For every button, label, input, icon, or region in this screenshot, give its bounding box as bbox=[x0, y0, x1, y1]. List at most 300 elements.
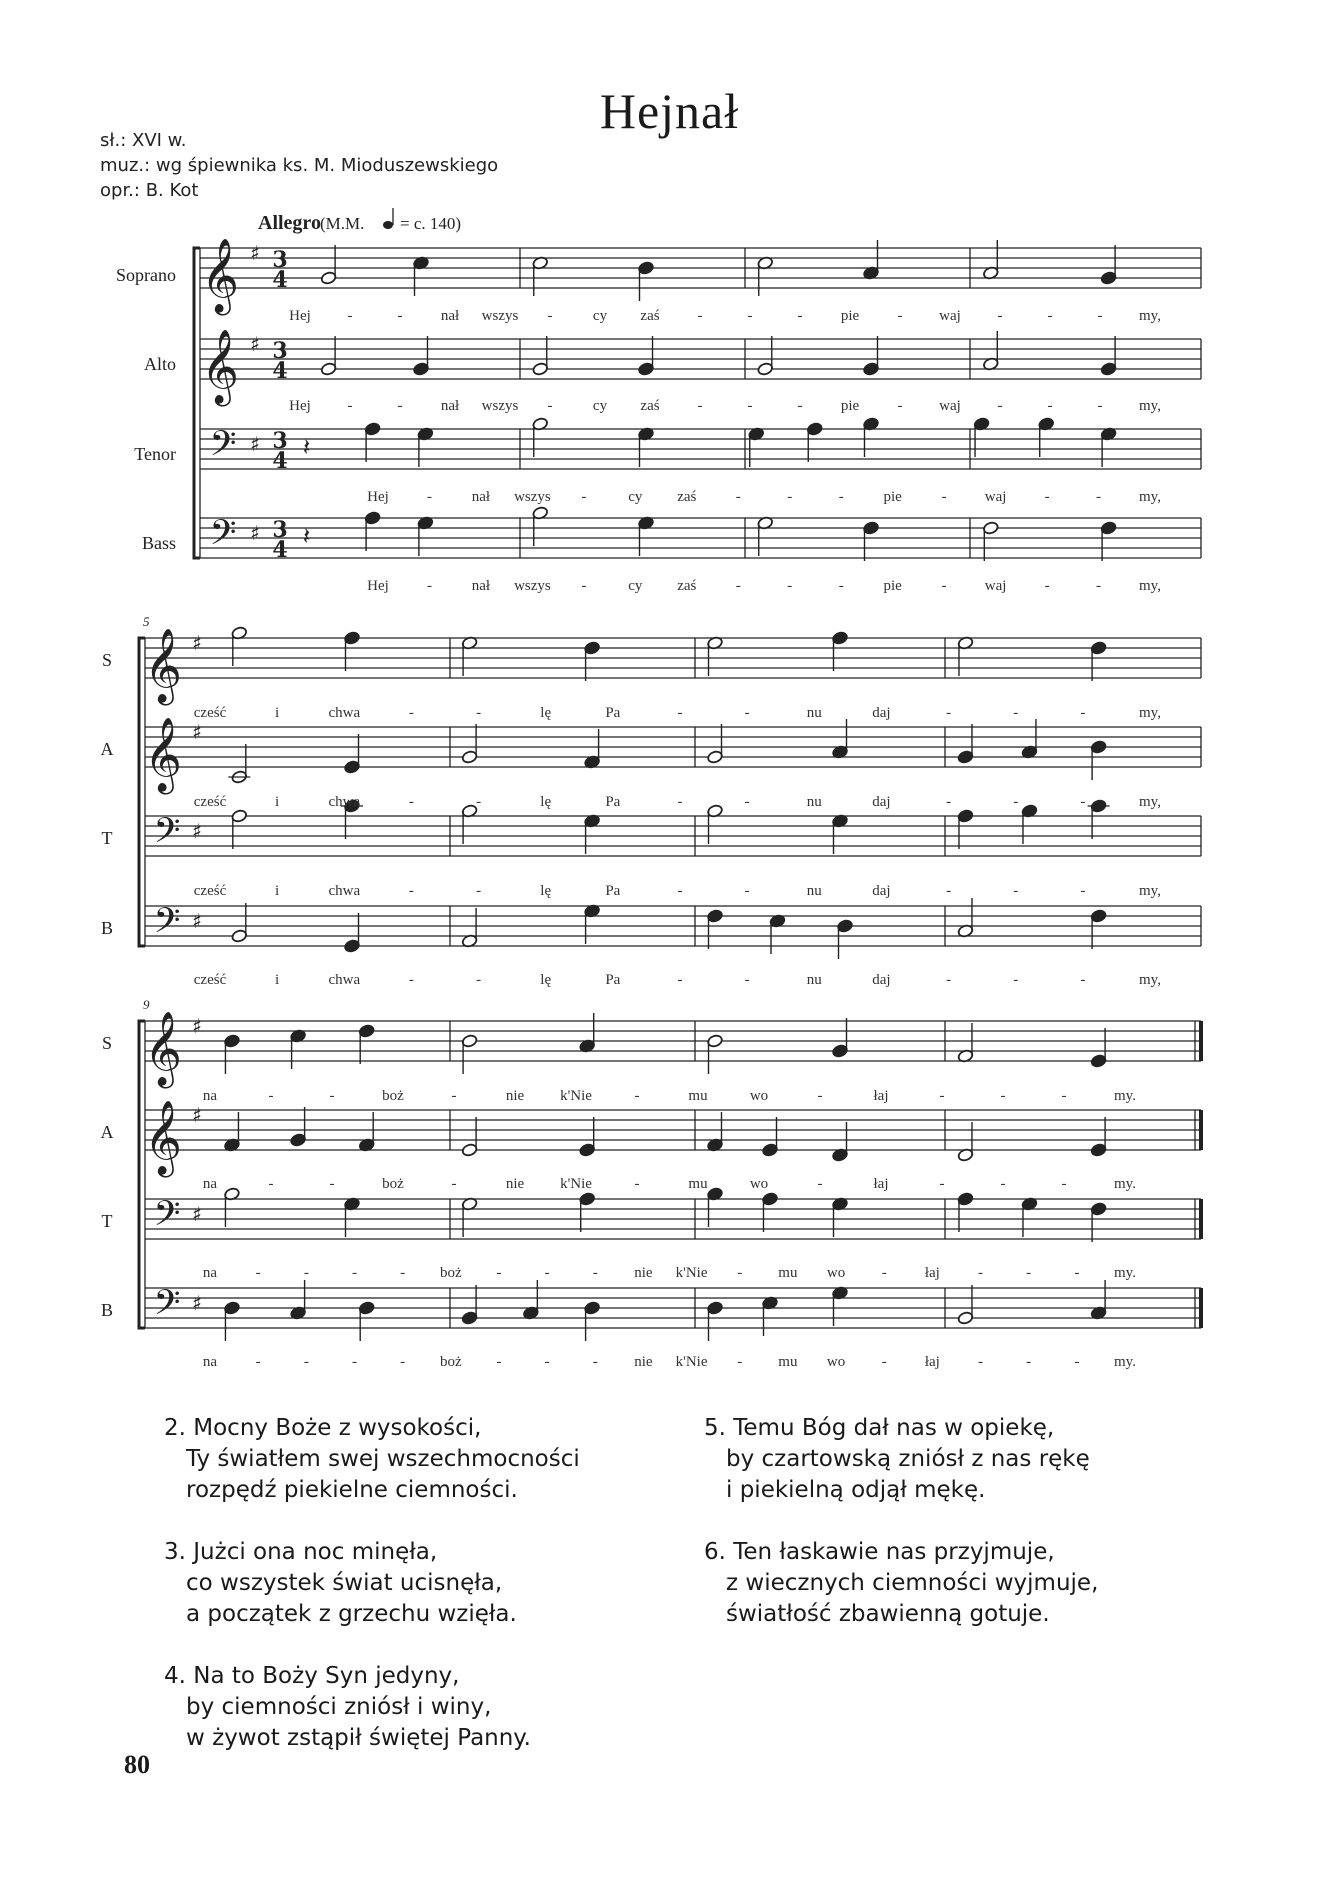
tempo-mm-value: = c. 140) bbox=[400, 214, 462, 233]
lyric-syllable: my. bbox=[1114, 1088, 1136, 1104]
lyric-syllable: my, bbox=[1139, 578, 1161, 594]
note-head bbox=[532, 417, 549, 457]
lyric-syllable: i bbox=[275, 883, 280, 899]
sharp-icon: ♯ bbox=[250, 521, 260, 545]
lyric-syllable: my, bbox=[1139, 398, 1161, 414]
lyric-syllable: - bbox=[838, 578, 844, 594]
note-head bbox=[364, 511, 381, 551]
lyric-syllable: - bbox=[351, 1354, 357, 1370]
lyric-syllable: mu bbox=[778, 1265, 798, 1281]
voice-label-short: B bbox=[100, 918, 114, 938]
verse-5 bbox=[704, 1413, 1098, 1506]
quarter-rest-icon: 𝄽 bbox=[302, 433, 311, 461]
note-head bbox=[707, 804, 724, 844]
note-head bbox=[579, 1192, 596, 1232]
note-head bbox=[532, 506, 549, 546]
verse-line: 3. Jużci ona noc minęła, bbox=[164, 1539, 438, 1565]
lyric-syllable: cy bbox=[592, 308, 608, 324]
lyric-syllable: - bbox=[426, 578, 432, 594]
lyric-syllable: zaś bbox=[677, 578, 697, 594]
note-head bbox=[806, 422, 823, 462]
lyric-syllable: - bbox=[1000, 1176, 1006, 1192]
meter-bottom: 4 bbox=[272, 358, 288, 384]
lyric-syllable: boż bbox=[382, 1176, 404, 1192]
lyric-syllable: - bbox=[1080, 883, 1086, 899]
note-head bbox=[707, 909, 724, 949]
note-head bbox=[461, 636, 478, 676]
lyric-syllable: - bbox=[268, 1088, 274, 1104]
treble-clef-icon: 𝄞 bbox=[144, 1012, 182, 1086]
lyric-syllable: - bbox=[1047, 398, 1053, 414]
verse-line: 5. Temu Bóg dał nas w opiekę, bbox=[704, 1415, 1055, 1441]
sharp-icon: ♯ bbox=[250, 241, 260, 265]
lyric-syllable: - bbox=[697, 308, 703, 324]
note-head bbox=[532, 256, 549, 296]
lyric-syllable: - bbox=[881, 1354, 887, 1370]
lyric-syllable: cześć bbox=[193, 972, 227, 988]
note-head bbox=[638, 336, 655, 376]
lyric-syllable: - bbox=[744, 705, 750, 721]
lyric-syllable: na bbox=[202, 1265, 218, 1281]
lyric-syllable: waj bbox=[939, 398, 961, 414]
note-head bbox=[584, 729, 601, 769]
lyric-syllable: - bbox=[838, 489, 844, 505]
lyric-syllable: mu bbox=[688, 1176, 708, 1192]
sharp-icon: ♯ bbox=[192, 1014, 202, 1038]
lyric-syllable: - bbox=[697, 398, 703, 414]
lyric-syllable: wszys bbox=[481, 308, 519, 324]
lyric-syllable: - bbox=[1013, 883, 1019, 899]
credit-words: sł.: XVI w. bbox=[100, 130, 187, 151]
lyric-syllable: my, bbox=[1139, 883, 1161, 899]
verse-line: 4. Na to Boży Syn jedyny, bbox=[164, 1663, 460, 1689]
note-head bbox=[1038, 417, 1055, 457]
quarter-rest-icon: 𝄽 bbox=[302, 522, 311, 550]
note-head bbox=[344, 631, 361, 671]
lyric-syllable: - bbox=[592, 1265, 598, 1281]
lyric-syllable: nu bbox=[806, 972, 822, 988]
note-head bbox=[231, 809, 248, 849]
note-head bbox=[863, 240, 880, 280]
verse-3 bbox=[164, 1537, 580, 1630]
lyric-syllable: - bbox=[677, 972, 683, 988]
sharp-icon: ♯ bbox=[192, 1202, 202, 1226]
treble-clef-icon: 𝄞 bbox=[201, 239, 239, 313]
credit-arrangement: opr.: B. Kot bbox=[100, 180, 199, 201]
lyric-syllable: Pa bbox=[605, 705, 621, 721]
lyric-syllable: - bbox=[1096, 578, 1102, 594]
lyric-syllable: my, bbox=[1139, 308, 1161, 324]
sharp-icon: ♯ bbox=[192, 1291, 202, 1315]
sharp-icon: ♯ bbox=[192, 720, 202, 744]
lyric-syllable: - bbox=[547, 398, 553, 414]
lyric-syllable: - bbox=[329, 1088, 335, 1104]
lyric-syllable: daj bbox=[872, 705, 891, 721]
note-head bbox=[957, 1285, 974, 1325]
lyric-syllable: - bbox=[303, 1354, 309, 1370]
note-head bbox=[461, 1285, 478, 1325]
lyric-syllable: my. bbox=[1114, 1354, 1136, 1370]
lyric-syllable: łaj bbox=[924, 1354, 940, 1370]
lyric-syllable: - bbox=[787, 578, 793, 594]
note-head bbox=[358, 1024, 375, 1064]
note-head bbox=[762, 1117, 779, 1157]
lyric-syllable: pie bbox=[840, 308, 860, 324]
sharp-icon: ♯ bbox=[192, 819, 202, 843]
lyric-syllable: - bbox=[787, 489, 793, 505]
note-head bbox=[523, 1280, 540, 1320]
verse-4 bbox=[164, 1661, 580, 1754]
lyric-syllable: - bbox=[1097, 398, 1103, 414]
lyric-syllable: - bbox=[255, 1265, 261, 1281]
note-head bbox=[1090, 641, 1107, 681]
note-head bbox=[224, 1301, 241, 1341]
verse-line: by ciemności zniósł i winy, bbox=[186, 1694, 492, 1720]
lyric-syllable: lę bbox=[540, 705, 552, 721]
lyric-syllable: - bbox=[1047, 308, 1053, 324]
lyric-syllable: - bbox=[677, 705, 683, 721]
tempo-note-icon bbox=[383, 221, 393, 229]
lyric-syllable: nie bbox=[634, 1354, 653, 1370]
note-head bbox=[707, 1034, 724, 1074]
lyric-syllable: nał bbox=[440, 308, 460, 324]
lyric-syllable: nie bbox=[505, 1088, 525, 1104]
lyric-syllable: - bbox=[351, 1265, 357, 1281]
lyric-syllable: na bbox=[202, 1176, 218, 1192]
lyric-syllable: nie bbox=[634, 1265, 653, 1281]
tempo-marking: Allegro bbox=[258, 212, 321, 234]
note-head bbox=[231, 744, 248, 784]
lyric-syllable: chwa bbox=[328, 972, 361, 988]
lyric-syllable: zaś bbox=[677, 489, 697, 505]
lyric-syllable: - bbox=[978, 1354, 984, 1370]
treble-clef-icon: 𝄞 bbox=[144, 1101, 182, 1175]
lyric-syllable: daj bbox=[872, 972, 891, 988]
lyric-syllable: - bbox=[897, 308, 903, 324]
lyric-syllable: wszys bbox=[514, 489, 551, 505]
lyric-syllable: wszys bbox=[481, 398, 519, 414]
lyric-syllable: boż bbox=[439, 1265, 462, 1281]
lyric-syllable: - bbox=[1000, 1088, 1006, 1104]
note-head bbox=[832, 631, 849, 671]
lyric-syllable: Hej bbox=[289, 308, 311, 324]
lyric-syllable: - bbox=[1044, 489, 1050, 505]
bass-clef-icon: 𝄢 bbox=[209, 423, 237, 472]
note-head bbox=[707, 1112, 724, 1152]
verse-line: by czartowską zniósł z nas rękę bbox=[726, 1446, 1090, 1472]
lyric-syllable: my, bbox=[1139, 705, 1161, 721]
lyric-syllable: - bbox=[939, 1176, 945, 1192]
note-head bbox=[461, 1117, 478, 1157]
lyric-syllable: cy bbox=[628, 578, 643, 594]
voice-label-short: T bbox=[101, 1211, 113, 1231]
lyric-syllable: - bbox=[397, 308, 403, 324]
lyric-syllable: pie bbox=[883, 578, 902, 594]
lyric-syllable: - bbox=[634, 1176, 640, 1192]
note-head bbox=[1021, 719, 1038, 759]
verse-line: z wiecznych ciemności wyjmuje, bbox=[726, 1570, 1099, 1596]
note-head bbox=[832, 719, 849, 759]
lyric-syllable: - bbox=[347, 398, 353, 414]
note-head bbox=[344, 1197, 361, 1237]
lyric-syllable: - bbox=[476, 883, 482, 899]
sharp-icon: ♯ bbox=[192, 1103, 202, 1127]
note-head bbox=[461, 1034, 478, 1074]
voice-label-short: B bbox=[100, 1300, 114, 1320]
note-head bbox=[983, 331, 1000, 371]
lyric-syllable: i bbox=[275, 972, 280, 988]
bass-clef-icon: 𝄢 bbox=[209, 512, 237, 561]
lyric-syllable: - bbox=[268, 1176, 274, 1192]
note-head bbox=[1090, 1117, 1107, 1157]
lyric-syllable: - bbox=[797, 308, 803, 324]
lyric-syllable: - bbox=[941, 489, 947, 505]
note-head bbox=[707, 1187, 724, 1227]
lyric-syllable: cześć bbox=[193, 794, 227, 810]
lyric-syllable: - bbox=[744, 972, 750, 988]
lyric-syllable: cześć bbox=[193, 883, 227, 899]
lyric-syllable: - bbox=[735, 578, 741, 594]
note-head bbox=[1090, 1202, 1107, 1242]
note-head bbox=[957, 898, 974, 938]
lyric-syllable: lę bbox=[540, 883, 552, 899]
note-head bbox=[224, 1187, 241, 1227]
lyric-syllable: k'Nie bbox=[560, 1088, 592, 1104]
meter-bottom: 4 bbox=[272, 537, 288, 563]
lyric-syllable: - bbox=[747, 308, 753, 324]
verse-line: światłość zbawienną gotuje. bbox=[726, 1601, 1050, 1627]
lyric-syllable: cy bbox=[592, 398, 608, 414]
sharp-icon: ♯ bbox=[192, 909, 202, 933]
lyric-syllable: - bbox=[737, 1354, 743, 1370]
lyric-syllable: daj bbox=[872, 883, 891, 899]
note-head bbox=[358, 1112, 375, 1152]
note-head bbox=[769, 914, 786, 954]
verse-line: i piekielną odjął mękę. bbox=[726, 1477, 986, 1503]
lyric-syllable: - bbox=[946, 794, 952, 810]
lyric-syllable: - bbox=[737, 1265, 743, 1281]
note-head bbox=[1100, 427, 1117, 467]
lyric-syllable: - bbox=[581, 578, 587, 594]
lyric-syllable: Hej bbox=[289, 398, 311, 414]
verse-6 bbox=[704, 1537, 1098, 1630]
lyric-syllable: - bbox=[397, 398, 403, 414]
bass-clef-icon: 𝄢 bbox=[153, 900, 181, 949]
note-head bbox=[957, 636, 974, 676]
lyric-syllable: Hej bbox=[367, 489, 389, 505]
note-head bbox=[461, 724, 478, 764]
note-head bbox=[832, 1122, 849, 1162]
lyric-syllable: waj bbox=[939, 308, 961, 324]
lyric-syllable: - bbox=[408, 972, 414, 988]
verses-left-column bbox=[164, 1413, 580, 1785]
lyric-syllable: - bbox=[451, 1176, 457, 1192]
sharp-icon: ♯ bbox=[192, 631, 202, 655]
lyric-syllable: - bbox=[476, 972, 482, 988]
lyric-syllable: Hej bbox=[367, 578, 389, 594]
lyric-syllable: - bbox=[1061, 1088, 1067, 1104]
lyric-syllable: my. bbox=[1114, 1176, 1136, 1192]
lyric-syllable: k'Nie bbox=[675, 1354, 708, 1370]
lyric-syllable: - bbox=[1044, 578, 1050, 594]
note-head bbox=[748, 427, 765, 467]
note-head bbox=[957, 1192, 974, 1232]
lyric-syllable: nie bbox=[505, 1176, 525, 1192]
lyric-syllable: - bbox=[408, 883, 414, 899]
lyric-syllable: zaś bbox=[640, 398, 660, 414]
lyric-syllable: - bbox=[592, 1354, 598, 1370]
note-head bbox=[224, 1034, 241, 1074]
note-head bbox=[413, 336, 430, 376]
lyric-syllable: my, bbox=[1139, 972, 1161, 988]
lyric-syllable: cześć bbox=[193, 705, 227, 721]
lyric-syllable: - bbox=[496, 1265, 502, 1281]
voice-label-short: A bbox=[100, 1122, 114, 1142]
lyric-syllable: nał bbox=[440, 398, 460, 414]
system-bracket bbox=[194, 248, 200, 558]
lyric-syllable: - bbox=[451, 1088, 457, 1104]
lyric-syllable: - bbox=[677, 794, 683, 810]
note-head bbox=[638, 261, 655, 301]
lyric-syllable: mu bbox=[688, 1088, 708, 1104]
lyric-syllable: wo bbox=[826, 1354, 846, 1370]
tempo-mm-prefix: (M.M. bbox=[320, 214, 365, 233]
lyric-syllable: my, bbox=[1139, 489, 1161, 505]
measure-number: 5 bbox=[143, 614, 150, 629]
note-head bbox=[584, 904, 601, 944]
note-head bbox=[417, 516, 434, 556]
lyric-syllable: i bbox=[275, 705, 280, 721]
note-head bbox=[461, 1197, 478, 1237]
note-head bbox=[832, 1018, 849, 1058]
voice-label-short: S bbox=[101, 650, 113, 670]
page-number: 80 bbox=[124, 1750, 150, 1779]
note-head bbox=[638, 427, 655, 467]
lyric-syllable: łaj bbox=[924, 1265, 940, 1281]
note-head bbox=[973, 417, 990, 457]
meter-top: 3 bbox=[272, 338, 288, 364]
lyric-syllable: - bbox=[547, 308, 553, 324]
lyric-syllable: pie bbox=[840, 398, 860, 414]
note-head bbox=[1090, 740, 1107, 780]
verses-right-column bbox=[704, 1413, 1098, 1661]
note-head bbox=[579, 1117, 596, 1157]
lyric-syllable: nu bbox=[806, 705, 822, 721]
note-head bbox=[290, 1107, 307, 1147]
lyric-syllable: lę bbox=[540, 972, 552, 988]
lyric-syllable: - bbox=[347, 308, 353, 324]
lyric-syllable: - bbox=[744, 794, 750, 810]
lyric-syllable: my, bbox=[1139, 794, 1161, 810]
lyric-syllable: waj bbox=[984, 489, 1007, 505]
lyric-syllable: mu bbox=[778, 1354, 798, 1370]
voice-label-tenor: Tenor bbox=[134, 444, 176, 464]
note-head bbox=[957, 1122, 974, 1162]
lyric-syllable: wszys bbox=[514, 578, 551, 594]
note-head bbox=[1090, 909, 1107, 949]
lyric-syllable: k'Nie bbox=[675, 1265, 708, 1281]
lyric-syllable: nał bbox=[471, 489, 491, 505]
note-head bbox=[579, 1013, 596, 1053]
lyric-syllable: - bbox=[946, 972, 952, 988]
note-head bbox=[413, 256, 430, 296]
lyric-syllable: - bbox=[476, 794, 482, 810]
note-head bbox=[1090, 799, 1107, 839]
note-head bbox=[863, 336, 880, 376]
lyric-syllable: - bbox=[255, 1354, 261, 1370]
note-head bbox=[461, 908, 478, 948]
page-title: Hejnał bbox=[599, 83, 740, 139]
note-head bbox=[532, 336, 549, 376]
note-head bbox=[1090, 1028, 1107, 1068]
lyric-syllable: - bbox=[881, 1265, 887, 1281]
meter-bottom: 4 bbox=[272, 267, 288, 293]
note-head bbox=[707, 636, 724, 676]
verse-line: w żywot zstąpił świętej Panny. bbox=[186, 1725, 531, 1751]
verse-line: co wszystek świat ucisnęła, bbox=[186, 1570, 503, 1596]
note-head bbox=[417, 427, 434, 467]
voice-label-alto: Alto bbox=[143, 354, 176, 374]
verse-line: 2. Mocny Boże z wysokości, bbox=[164, 1415, 482, 1441]
note-head bbox=[757, 516, 774, 556]
lyric-syllable: - bbox=[400, 1354, 406, 1370]
voice-label-bass: Bass bbox=[141, 533, 176, 553]
note-head bbox=[757, 256, 774, 296]
lyric-syllable: cy bbox=[628, 489, 643, 505]
bass-clef-icon: 𝄢 bbox=[153, 1193, 181, 1242]
lyric-syllable: - bbox=[581, 489, 587, 505]
lyric-syllable: i bbox=[275, 794, 280, 810]
treble-clef-icon: 𝄞 bbox=[201, 330, 239, 404]
bass-clef-icon: 𝄢 bbox=[153, 810, 181, 859]
measure-number: 9 bbox=[143, 997, 150, 1012]
lyric-syllable: - bbox=[677, 883, 683, 899]
lyric-syllable: chwa bbox=[328, 794, 361, 810]
verse-line: 6. Ten łaskawie nas przyjmuje, bbox=[704, 1539, 1055, 1565]
bass-clef-icon: 𝄢 bbox=[153, 1282, 181, 1331]
lyric-syllable: chwa bbox=[328, 883, 361, 899]
note-head bbox=[863, 417, 880, 457]
meter-top: 3 bbox=[272, 247, 288, 273]
treble-clef-icon: 𝄞 bbox=[144, 718, 182, 792]
lyric-syllable: wo bbox=[749, 1088, 769, 1104]
note-head bbox=[358, 1301, 375, 1341]
lyric-syllable: k'Nie bbox=[560, 1176, 592, 1192]
lyric-syllable: - bbox=[897, 398, 903, 414]
lyric-syllable: - bbox=[400, 1265, 406, 1281]
lyric-syllable: - bbox=[1074, 1265, 1080, 1281]
lyric-syllable: - bbox=[939, 1088, 945, 1104]
voice-label-short: S bbox=[101, 1033, 113, 1053]
lyric-syllable: - bbox=[744, 883, 750, 899]
lyric-syllable: - bbox=[946, 883, 952, 899]
lyric-syllable: nał bbox=[471, 578, 491, 594]
lyric-syllable: boż bbox=[439, 1354, 462, 1370]
lyric-syllable: pie bbox=[883, 489, 902, 505]
note-head bbox=[983, 240, 1000, 280]
lyric-syllable: boż bbox=[382, 1088, 404, 1104]
lyric-syllable: - bbox=[946, 705, 952, 721]
meter-top: 3 bbox=[272, 428, 288, 454]
meter-bottom: 4 bbox=[272, 448, 288, 474]
note-head bbox=[584, 814, 601, 854]
lyric-syllable: wo bbox=[826, 1265, 846, 1281]
lyric-syllable: - bbox=[476, 705, 482, 721]
lyric-syllable: waj bbox=[984, 578, 1007, 594]
note-head bbox=[863, 521, 880, 561]
note-head bbox=[707, 724, 724, 764]
note-head bbox=[584, 1301, 601, 1341]
